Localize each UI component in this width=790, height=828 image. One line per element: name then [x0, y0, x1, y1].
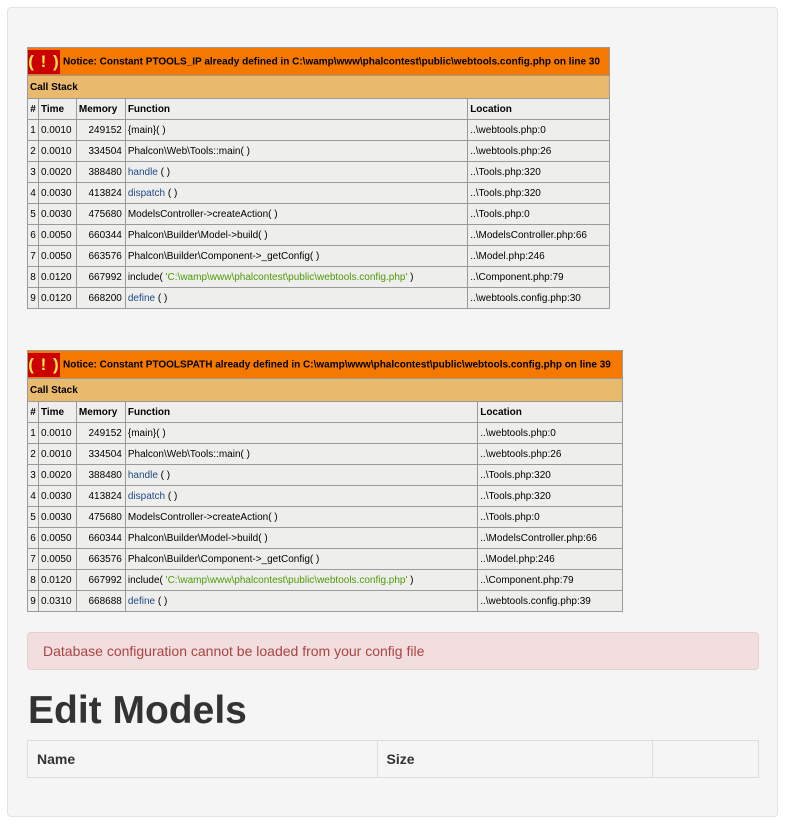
stack-function: Phalcon\Builder\Model->build( ) [125, 225, 467, 246]
stack-memory: 249152 [76, 423, 125, 444]
function-args: ( ) [155, 595, 168, 607]
stack-row [28, 162, 610, 183]
stack-time: 0.0030 [38, 486, 76, 507]
stack-index: 4 [28, 486, 39, 507]
stack-memory: 660344 [76, 225, 125, 246]
stack-index: 2 [28, 444, 39, 465]
stack-function: Phalcon\Builder\Model->build( ) [125, 528, 477, 549]
function-args: ( ) [155, 292, 168, 304]
location-path: ..\Component.php [480, 574, 560, 586]
function-args: ( ) [157, 469, 171, 481]
stack-function [125, 267, 467, 288]
page-title: Edit Models [28, 689, 247, 732]
location-line: :246 [525, 250, 545, 262]
stack-location [468, 162, 610, 183]
stack-row [28, 486, 623, 507]
stack-index: 2 [28, 141, 39, 162]
stack-memory: 388480 [76, 162, 125, 183]
stack-function: ModelsController->createAction( ) [125, 507, 477, 528]
stack-row [28, 267, 610, 288]
stack-location [478, 444, 623, 465]
stack-function [125, 162, 467, 183]
stack-index: 6 [28, 528, 39, 549]
function-args: ( ) [165, 490, 178, 502]
location-path: ..\ModelsController.php [470, 229, 574, 241]
column-header-memory: Memory [76, 402, 125, 423]
location-line: :246 [535, 553, 555, 565]
stack-location [468, 183, 610, 204]
stack-memory: 663576 [76, 246, 125, 267]
function-doc-link[interactable]: handle [127, 166, 158, 178]
stack-index: 9 [28, 288, 39, 309]
stack-time: 0.0010 [38, 423, 76, 444]
xdebug-notice-table [27, 350, 623, 612]
stack-memory: 668688 [76, 591, 125, 612]
stack-time: 0.0020 [38, 162, 76, 183]
location-path: ..\Tools.php [480, 490, 532, 502]
function-doc-link[interactable]: define [127, 595, 156, 607]
stack-row [28, 120, 610, 141]
stack-row [28, 591, 623, 612]
function-name: include( [127, 271, 166, 283]
location-path: ..\webtools.php [480, 448, 548, 460]
function-close: ) [407, 574, 414, 586]
stack-memory: 249152 [76, 120, 125, 141]
stack-function: ModelsController->createAction( ) [125, 204, 467, 225]
stack-index: 7 [28, 549, 39, 570]
stack-location [478, 591, 623, 612]
stack-time: 0.0050 [38, 528, 76, 549]
location-path: ..\Component.php [470, 271, 550, 283]
stack-function: Phalcon\Web\Tools::main( ) [125, 444, 477, 465]
stack-location [478, 423, 623, 444]
stack-location [468, 204, 610, 225]
stack-time: 0.0030 [38, 507, 76, 528]
stack-index: 9 [28, 591, 39, 612]
stack-time: 0.0050 [38, 246, 76, 267]
stack-memory: 334504 [76, 141, 125, 162]
notice-header [28, 351, 623, 379]
stack-location [478, 507, 623, 528]
models-table-header [28, 741, 759, 778]
function-doc-link[interactable]: define [127, 292, 156, 304]
call-stack-label: Call Stack [28, 76, 610, 99]
stack-function [125, 183, 467, 204]
column-header-actions [653, 741, 759, 778]
stack-time: 0.0010 [38, 444, 76, 465]
function-doc-link[interactable]: dispatch [127, 490, 166, 502]
notice-message: Notice: Constant PTOOLSPATH already defined in C:\wamp\www\phalcontest\public\webtools.config.php on line 39 [63, 359, 611, 370]
location-path: ..\Model.php [480, 553, 536, 565]
column-header-time: Time [38, 402, 76, 423]
stack-function: {main}( ) [125, 120, 467, 141]
stack-function [125, 570, 477, 591]
stack-memory: 388480 [76, 465, 125, 486]
function-doc-link[interactable]: handle [127, 469, 158, 481]
location-line: :320 [531, 490, 551, 502]
function-args: ( ) [165, 187, 178, 199]
stack-function [125, 465, 477, 486]
stack-time: 0.0120 [38, 267, 76, 288]
function-doc-link[interactable]: dispatch [127, 187, 166, 199]
column-header-location: Location [468, 99, 610, 120]
stack-time: 0.0010 [38, 120, 76, 141]
stack-time: 0.0120 [38, 288, 76, 309]
stack-row [28, 204, 610, 225]
stack-index: 4 [28, 183, 39, 204]
stack-memory: 413824 [76, 183, 125, 204]
stack-function: {main}( ) [125, 423, 477, 444]
location-path: ..\webtools.php [470, 145, 538, 157]
location-path: ..\Tools.php [480, 469, 532, 481]
stack-index: 8 [28, 267, 39, 288]
stack-index: 6 [28, 225, 39, 246]
stack-memory: 475680 [76, 204, 125, 225]
stack-function: Phalcon\Web\Tools::main( ) [125, 141, 467, 162]
location-line: :320 [531, 469, 551, 481]
stack-memory: 334504 [76, 444, 125, 465]
stack-time: 0.0010 [38, 141, 76, 162]
stack-row [28, 183, 610, 204]
location-line: :26 [547, 448, 562, 460]
stack-row [28, 246, 610, 267]
location-path: ..\webtools.php [480, 427, 548, 439]
location-path: ..\webtools.config.php [480, 595, 577, 607]
notice-message: Notice: Constant PTOOLS_IP already defined in C:\wamp\www\phalcontest\public\webtools.config.php on line 30 [63, 56, 600, 67]
stack-row [28, 549, 623, 570]
stack-memory: 663576 [76, 549, 125, 570]
location-line: :66 [583, 532, 597, 544]
stack-memory: 413824 [76, 486, 125, 507]
stack-row [28, 444, 623, 465]
function-args: ( ) [157, 166, 171, 178]
stack-location [478, 486, 623, 507]
location-line: :0 [537, 124, 546, 136]
stack-memory: 475680 [76, 507, 125, 528]
call-stack-label: Call Stack [28, 379, 623, 402]
stack-index: 1 [28, 120, 39, 141]
stack-row [28, 528, 623, 549]
column-header-location: Location [478, 402, 623, 423]
column-header-function: Function [125, 99, 467, 120]
stack-location [478, 570, 623, 591]
location-line: :320 [521, 187, 541, 199]
location-path: ..\Tools.php [480, 511, 532, 523]
stack-row [28, 465, 623, 486]
warning-icon: ( ! ) [28, 50, 60, 74]
stack-time: 0.0030 [38, 204, 76, 225]
column-header-size: Size [377, 741, 653, 778]
location-path: ..\webtools.config.php [470, 292, 567, 304]
stack-function [125, 288, 467, 309]
stack-index: 5 [28, 507, 39, 528]
stack-index: 8 [28, 570, 39, 591]
location-path: ..\Tools.php [470, 166, 522, 178]
function-string-arg: 'C:\wamp\www\phalcontest\public\webtools.config.php' [165, 574, 408, 586]
location-path: ..\Tools.php [470, 208, 522, 220]
function-name: include( [127, 574, 166, 586]
column-header-time: Time [38, 99, 76, 120]
stack-memory: 660344 [76, 528, 125, 549]
location-line: :79 [549, 271, 564, 283]
column-header-memory: Memory [76, 99, 125, 120]
stack-function [125, 591, 477, 612]
location-path: ..\Tools.php [470, 187, 522, 199]
stack-index: 3 [28, 162, 39, 183]
location-line: :0 [521, 208, 530, 220]
column-header-name: Name [28, 741, 378, 778]
stack-memory: 667992 [76, 570, 125, 591]
stack-location [468, 288, 610, 309]
stack-location [478, 528, 623, 549]
stack-time: 0.0050 [38, 225, 76, 246]
function-string-arg: 'C:\wamp\www\phalcontest\public\webtools.config.php' [165, 271, 408, 283]
location-line: :0 [547, 427, 556, 439]
stack-memory: 668200 [76, 288, 125, 309]
stack-time: 0.0050 [38, 549, 76, 570]
location-line: :320 [521, 166, 541, 178]
location-line: :79 [559, 574, 574, 586]
stack-time: 0.0030 [38, 183, 76, 204]
xdebug-notice-table [27, 47, 610, 309]
location-line: :66 [573, 229, 587, 241]
location-line: :30 [566, 292, 581, 304]
stack-location [468, 225, 610, 246]
stack-function [125, 486, 477, 507]
location-line: :26 [537, 145, 552, 157]
location-path: ..\Model.php [470, 250, 526, 262]
stack-time: 0.0310 [38, 591, 76, 612]
stack-row [28, 288, 610, 309]
stack-index: 7 [28, 246, 39, 267]
stack-location [468, 120, 610, 141]
stack-location [478, 549, 623, 570]
location-path: ..\webtools.php [470, 124, 538, 136]
stack-function: Phalcon\Builder\Component->_getConfig( ) [125, 246, 467, 267]
models-table [27, 740, 759, 778]
location-line: :39 [576, 595, 591, 607]
stack-index: 3 [28, 465, 39, 486]
location-line: :0 [531, 511, 540, 523]
stack-index: 5 [28, 204, 39, 225]
stack-time: 0.0020 [38, 465, 76, 486]
function-close: ) [407, 271, 414, 283]
stack-row [28, 570, 623, 591]
alert-message: Database configuration cannot be loaded from your config file [43, 643, 425, 659]
stack-location [468, 141, 610, 162]
stack-function: Phalcon\Builder\Component->_getConfig( ) [125, 549, 477, 570]
column-header-index: # [28, 402, 39, 423]
stack-row [28, 225, 610, 246]
stack-time: 0.0120 [38, 570, 76, 591]
stack-location [468, 246, 610, 267]
stack-row [28, 141, 610, 162]
stack-index: 1 [28, 423, 39, 444]
stack-location [468, 267, 610, 288]
notice-header [28, 48, 610, 76]
location-path: ..\ModelsController.php [480, 532, 584, 544]
stack-memory: 667992 [76, 267, 125, 288]
stack-row [28, 507, 623, 528]
stack-location [478, 465, 623, 486]
error-alert [27, 632, 759, 670]
column-header-function: Function [125, 402, 477, 423]
warning-icon: ( ! ) [28, 353, 60, 377]
column-header-index: # [28, 99, 39, 120]
stack-row [28, 423, 623, 444]
